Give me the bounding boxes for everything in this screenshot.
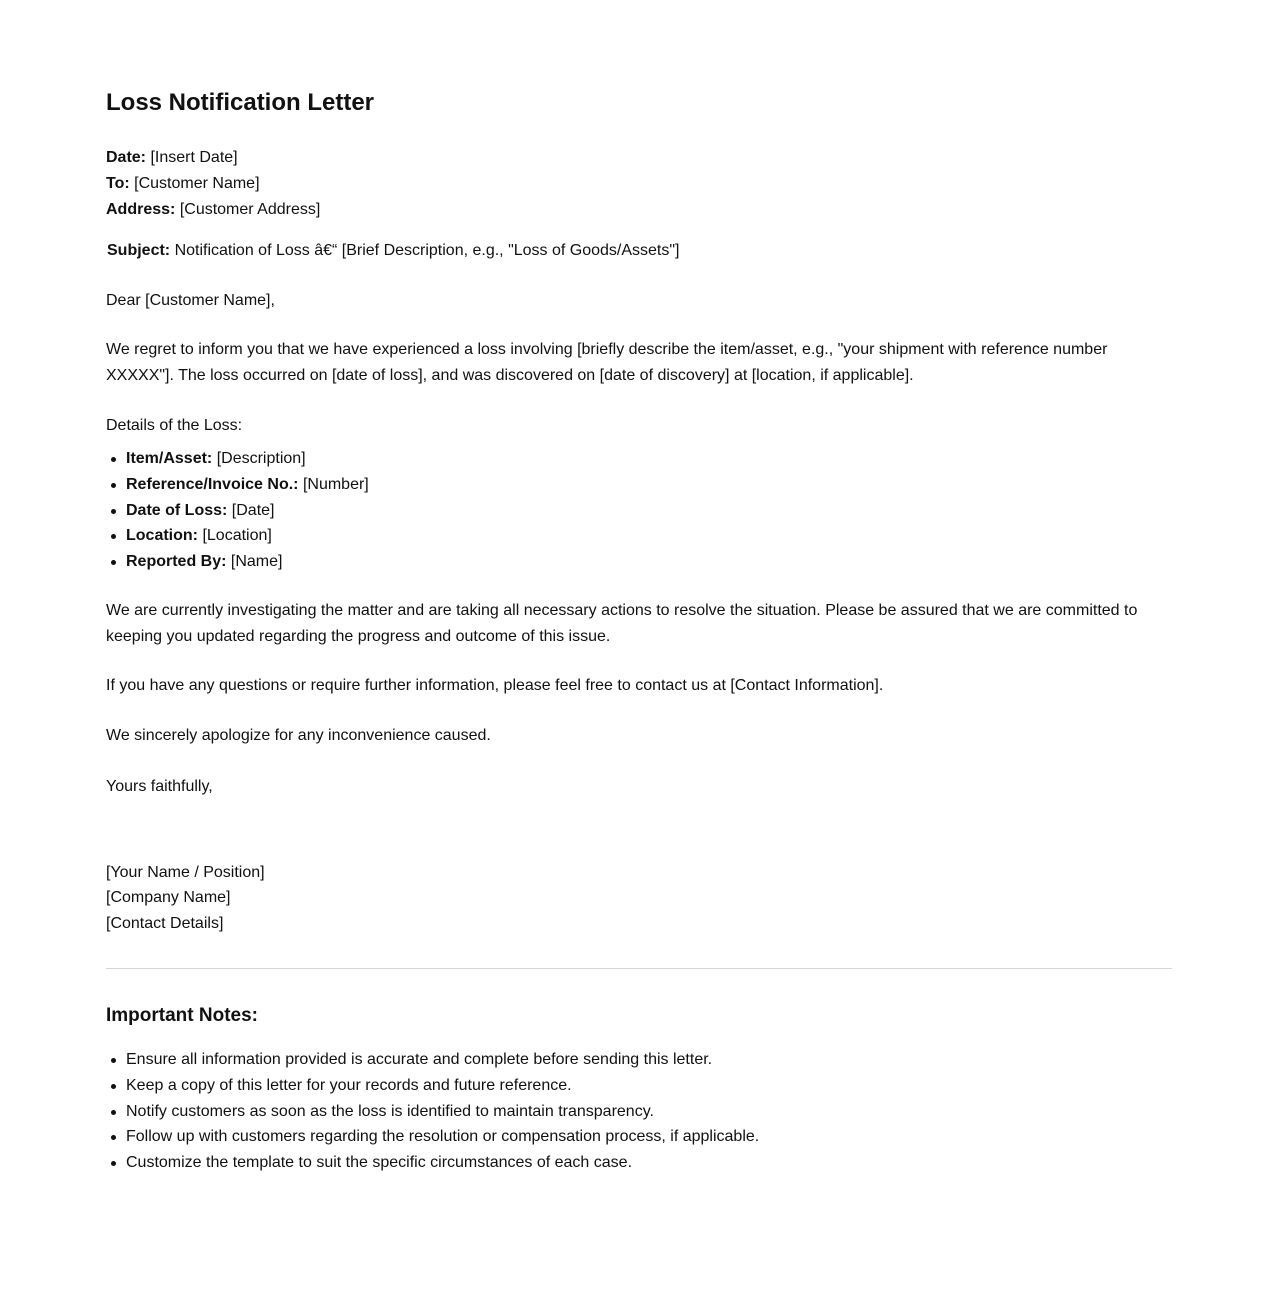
detail-value: [Location] — [202, 527, 272, 545]
detail-value: [Name] — [230, 553, 283, 571]
address-line — [106, 197, 320, 223]
to-line — [106, 171, 260, 197]
notes-list — [106, 1047, 759, 1176]
detail-label: Reported By: — [126, 553, 227, 571]
list-item — [126, 498, 369, 524]
signature-contact: [Contact Details] — [106, 915, 224, 932]
to-label: To: — [106, 175, 130, 192]
notes-heading: Important Notes: — [106, 1005, 258, 1026]
detail-value: [Number] — [302, 475, 369, 493]
details-heading: Details of the Loss: — [106, 417, 243, 434]
date-value: [Insert Date] — [150, 149, 238, 166]
date-line — [106, 145, 238, 171]
investigation-paragraph: We are currently investigating the matter and are taking all necessary actions to resolve the situation. Please be assured that we are committed to keeping you updated regarding the progress and outcome of this issue. — [106, 602, 1138, 645]
list-item — [126, 446, 369, 472]
list-item — [126, 472, 369, 498]
subject-line — [107, 238, 680, 264]
detail-label: Item/Asset: — [126, 450, 213, 467]
closing: Yours faithfully, — [106, 778, 213, 795]
contact-paragraph: If you have any questions or require further information, please feel free to contact us at [Contact Information]. — [106, 677, 884, 694]
address-value: [Customer Address] — [179, 201, 321, 218]
detail-value: [Description] — [216, 450, 306, 467]
signature-company: [Company Name] — [106, 889, 231, 906]
details-list — [106, 446, 369, 575]
salutation: Dear [Customer Name], — [106, 292, 275, 309]
list-item: Notify customers as soon as the loss is identified to maintain transparency. — [126, 1099, 759, 1125]
detail-label: Location: — [126, 527, 198, 545]
signature-name: [Your Name / Position] — [106, 864, 265, 881]
date-label: Date: — [106, 149, 147, 166]
to-value: [Customer Name] — [134, 175, 260, 192]
subject-value: Notification of Loss â€“ [Brief Description, e.g., "Loss of Goods/Assets"] — [174, 242, 680, 259]
list-item: Follow up with customers regarding the resolution or compensation process, if applicable. — [126, 1124, 759, 1150]
intro-paragraph: We regret to inform you that we have experienced a loss involving [briefly describe the item/asset, e.g., "your shipment with reference number XXXXX"]. The loss occurred on [date of loss], and was discovered on [date of discovery] at [location, if applicable]. — [106, 341, 1108, 384]
address-label: Address: — [106, 201, 176, 218]
list-item: Customize the template to suit the specific circumstances of each case. — [126, 1150, 759, 1176]
apology-paragraph: We sincerely apologize for any inconvenience caused. — [106, 727, 491, 744]
detail-value: [Date] — [231, 501, 275, 519]
list-item: Ensure all information provided is accurate and complete before sending this letter. — [126, 1047, 759, 1073]
detail-label: Reference/Invoice No.: — [126, 475, 299, 493]
list-item: Keep a copy of this letter for your records and future reference. — [126, 1073, 759, 1099]
subject-label: Subject: — [107, 242, 171, 259]
list-item — [126, 523, 369, 549]
detail-label: Date of Loss: — [126, 501, 228, 519]
list-item — [126, 549, 369, 575]
page-title: Loss Notification Letter — [106, 89, 375, 116]
divider — [106, 968, 1172, 969]
